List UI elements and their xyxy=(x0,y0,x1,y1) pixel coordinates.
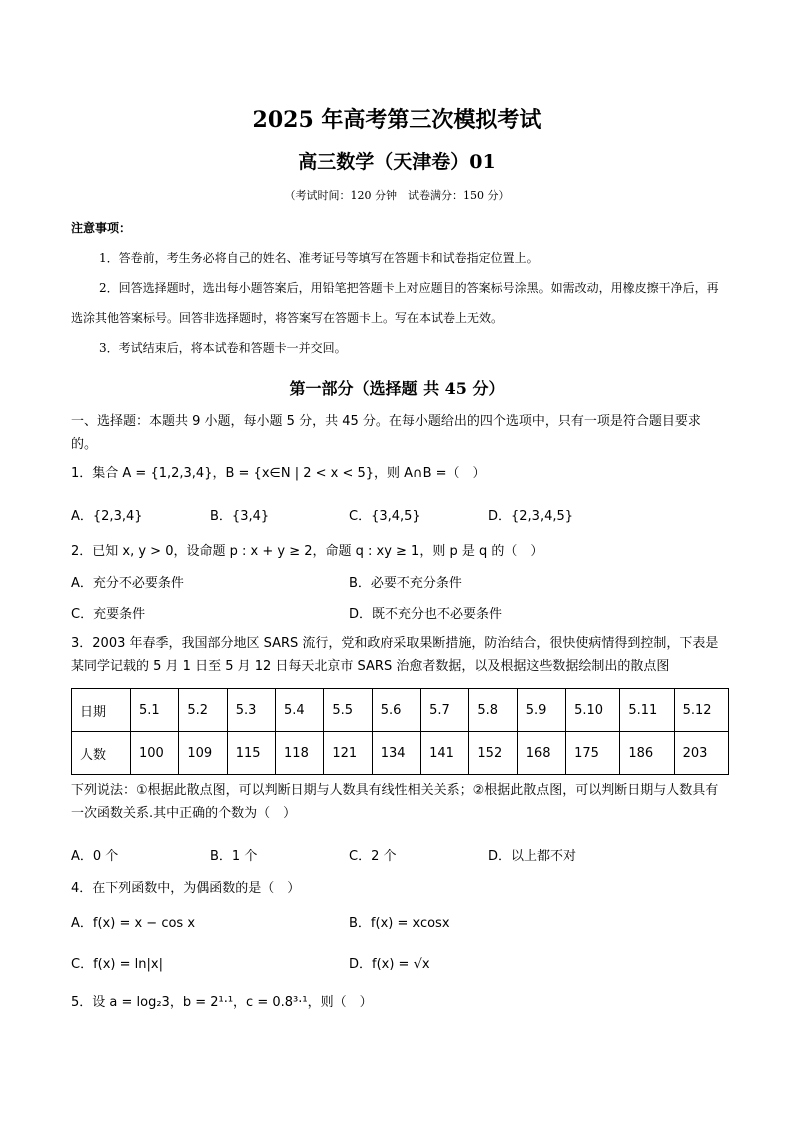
table-cell: 5.4 xyxy=(276,689,324,732)
q3-followup: 下列说法：①根据此散点图，可以判断日期与人数具有线性相关关系；②根据此散点图，可以判断日期与人数具有一次函数关系.其中正确的个数为（ ） xyxy=(71,783,719,821)
exam-subtitle: 高三数学（天津卷）01 xyxy=(298,151,496,173)
part1-title: 第一部分（选择题 共 45 分） xyxy=(289,379,505,398)
table-row-counts xyxy=(72,732,729,775)
table-cell: 168 xyxy=(517,732,565,775)
q3-stem: 3．2003 年春季，我国部分地区 SARS 流行，党和政府采取果断措施，防治结合，很快使病情得到控制，下表是某同学记载的 5 月 1 日至 5 月 12 日每天北京市 SARS 治愈者数据，以及根据这些数据绘制出的散点图 xyxy=(71,636,719,674)
q4-option-d: D．f(x) = √x xyxy=(349,957,430,972)
q4-option-c: C．f(x) = ln|x| xyxy=(71,957,163,972)
notice-item-3: 3．考试结束后，将本试卷和答题卡一并交回。 xyxy=(99,341,347,355)
q3-option-c: C．2 个 xyxy=(349,849,397,864)
q2-option-a: A．充分不必要条件 xyxy=(71,576,184,591)
table-cell: 5.7 xyxy=(421,689,469,732)
table-cell: 5.6 xyxy=(372,689,420,732)
table-header-count: 人数 xyxy=(72,732,131,775)
table-cell: 115 xyxy=(227,732,275,775)
q3-option-d: D．以上都不对 xyxy=(488,849,577,864)
exam-title: 2025 年高考第三次模拟考试 xyxy=(252,107,542,133)
table-cell: 134 xyxy=(372,732,420,775)
table-cell: 5.1 xyxy=(131,689,179,732)
table-cell: 5.2 xyxy=(179,689,227,732)
q2-stem: 2．已知 x, y > 0，设命题 p : x + y ≥ 2，命题 q : xy ≥ 1，则 p 是 q 的（ ） xyxy=(71,544,544,559)
table-cell: 5.9 xyxy=(517,689,565,732)
q2-option-d: D．既不充分也不必要条件 xyxy=(349,607,503,622)
table-cell: 203 xyxy=(674,732,728,775)
table-cell: 5.11 xyxy=(620,689,674,732)
q1-option-a: A．{2,3,4} xyxy=(71,509,143,524)
table-cell: 121 xyxy=(324,732,372,775)
q1-option-c: C．{3,4,5} xyxy=(349,509,421,524)
q2-option-b: B．必要不充分条件 xyxy=(349,576,462,591)
q4-option-b: B．f(x) = xcosx xyxy=(349,916,450,931)
table-cell: 152 xyxy=(469,732,517,775)
table-cell: 109 xyxy=(179,732,227,775)
table-cell: 186 xyxy=(620,732,674,775)
notice-heading: 注意事项： xyxy=(71,221,132,235)
table-header-date: 日期 xyxy=(72,689,131,732)
q4-option-a: A．f(x) = x − cos x xyxy=(71,916,196,931)
notice-item-2: 2．回答选择题时，选出每小题答案后，用铅笔把答题卡上对应题目的答案标号涂黑。如需改动，用橡皮擦干净后，再选涂其他答案标号。回答非选择题时，将答案写在答题卡上。写在本试卷上无效。 xyxy=(71,281,719,325)
notice-item-1: 1．答卷前，考生务必将自己的姓名、准考证号等填写在答题卡和试卷指定位置上。 xyxy=(99,251,539,265)
sars-data-table xyxy=(71,688,729,775)
table-cell: 5.12 xyxy=(674,689,728,732)
q4-stem: 4．在下列函数中，为偶函数的是（ ） xyxy=(71,881,301,896)
table-cell: 5.5 xyxy=(324,689,372,732)
q1-option-d: D．{2,3,4,5} xyxy=(488,509,574,524)
q5-stem: 5．设 a = log₂3，b = 2¹·¹，c = 0.8³·¹，则（ ） xyxy=(71,995,373,1010)
q1-option-b: B．{3,4} xyxy=(210,509,270,524)
table-cell: 100 xyxy=(131,732,179,775)
notice-list xyxy=(71,243,723,363)
table-row-dates xyxy=(72,689,729,732)
table-cell: 5.10 xyxy=(566,689,620,732)
q3-option-b: B．1 个 xyxy=(210,849,258,864)
table-cell: 141 xyxy=(421,732,469,775)
table-cell: 118 xyxy=(276,732,324,775)
part1-intro: 一、选择题：本题共 9 小题，每小题 5 分，共 45 分。在每小题给出的四个选项中，只有一项是符合题目要求的。 xyxy=(71,414,701,452)
q2-option-c: C．充要条件 xyxy=(71,607,146,622)
table-cell: 5.8 xyxy=(469,689,517,732)
exam-meta: （考试时间：120 分钟 试卷满分：150 分） xyxy=(284,189,510,202)
q3-option-a: A．0 个 xyxy=(71,849,119,864)
table-cell: 5.3 xyxy=(227,689,275,732)
q1-stem: 1．集合 A = {1,2,3,4}，B = {x∈N | 2 < x < 5}，则 A∩B =（ ） xyxy=(71,466,486,481)
table-cell: 175 xyxy=(566,732,620,775)
